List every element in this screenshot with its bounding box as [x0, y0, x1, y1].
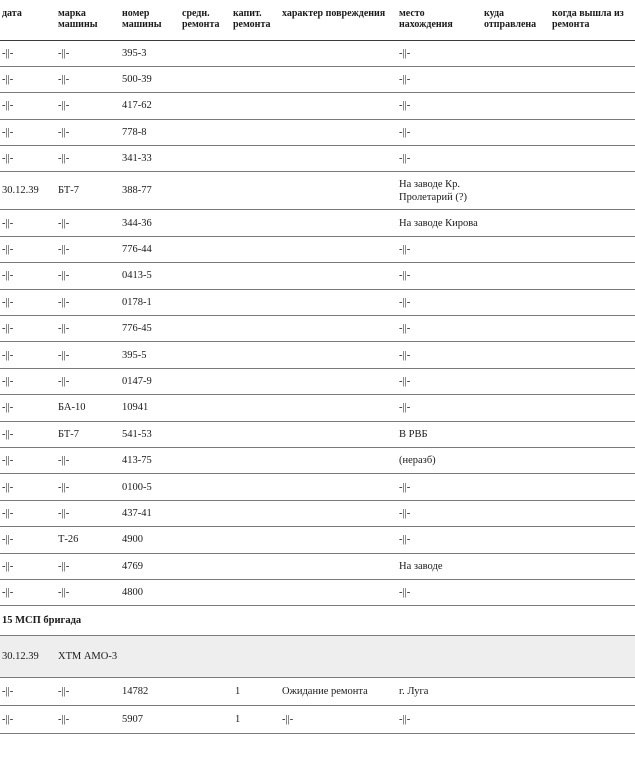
cell-location: г. Луга	[397, 678, 482, 706]
cell-medium	[180, 500, 231, 526]
cell-brand: -||-	[56, 316, 120, 342]
cell-capital	[231, 474, 280, 500]
cell-released	[550, 289, 635, 315]
cell-sent	[482, 93, 550, 119]
cell-brand: -||-	[56, 236, 120, 262]
cell-capital	[231, 146, 280, 172]
cell-location: -||-	[397, 146, 482, 172]
cell-brand: -||-	[56, 119, 120, 145]
cell-sent	[482, 210, 550, 236]
cell-damage	[280, 447, 397, 473]
cell-brand: БТ-7	[56, 421, 120, 447]
header-brand: марка машины	[56, 6, 120, 40]
cell-released	[550, 368, 635, 394]
cell-location: -||-	[397, 119, 482, 145]
cell-brand: -||-	[56, 706, 120, 734]
cell-medium	[180, 289, 231, 315]
cell-released	[550, 146, 635, 172]
cell-medium	[180, 421, 231, 447]
cell-number: 4900	[120, 527, 180, 553]
cell-released	[550, 527, 635, 553]
cell-location: На заводе Кирова	[397, 210, 482, 236]
header-damage: характер повреждения	[280, 6, 397, 40]
cell-medium	[180, 66, 231, 92]
cell-damage: Ожидание ремонта	[280, 678, 397, 706]
cell-sent	[482, 236, 550, 262]
cell-number: 417-62	[120, 93, 180, 119]
header-number: номер машины	[120, 6, 180, 40]
cell-sent	[482, 636, 550, 678]
cell-brand: -||-	[56, 368, 120, 394]
cell-released	[550, 210, 635, 236]
cell-brand: -||-	[56, 553, 120, 579]
cell-date: -||-	[0, 579, 56, 605]
table-row	[0, 678, 635, 706]
cell-date: 30.12.39	[0, 172, 56, 210]
cell-capital	[231, 289, 280, 315]
cell-medium	[180, 636, 231, 678]
cell-damage	[280, 368, 397, 394]
cell-number: 500-39	[120, 66, 180, 92]
cell-brand: -||-	[56, 93, 120, 119]
cell-sent	[482, 368, 550, 394]
cell-released	[550, 66, 635, 92]
cell-number	[120, 636, 180, 678]
cell-damage	[280, 119, 397, 145]
cell-damage	[280, 66, 397, 92]
cell-capital	[231, 119, 280, 145]
header-location: место нахождения	[397, 6, 482, 40]
cell-sent	[482, 706, 550, 734]
cell-location: На заводе Кр. Пролетарий (?)	[397, 172, 482, 210]
cell-capital	[231, 263, 280, 289]
cell-brand: ХТМ АМО-3	[56, 636, 120, 678]
cell-date: -||-	[0, 316, 56, 342]
table-row	[0, 119, 635, 145]
cell-number: 395-5	[120, 342, 180, 368]
cell-capital	[231, 500, 280, 526]
cell-released	[550, 263, 635, 289]
table-row	[0, 236, 635, 262]
cell-medium	[180, 119, 231, 145]
cell-medium	[180, 236, 231, 262]
cell-damage	[280, 342, 397, 368]
cell-date: -||-	[0, 236, 56, 262]
cell-date: -||-	[0, 40, 56, 66]
cell-number: 14782	[120, 678, 180, 706]
cell-damage	[280, 395, 397, 421]
cell-damage	[280, 500, 397, 526]
section-heading-row	[0, 606, 635, 636]
cell-medium	[180, 527, 231, 553]
cell-date: -||-	[0, 678, 56, 706]
table-row	[0, 172, 635, 210]
cell-sent	[482, 500, 550, 526]
table-row	[0, 500, 635, 526]
cell-brand: -||-	[56, 342, 120, 368]
cell-capital	[231, 553, 280, 579]
cell-number: 778-8	[120, 119, 180, 145]
cell-medium	[180, 706, 231, 734]
cell-damage	[280, 579, 397, 605]
table-row	[0, 210, 635, 236]
cell-date: -||-	[0, 289, 56, 315]
cell-sent	[482, 553, 550, 579]
cell-number: 4769	[120, 553, 180, 579]
cell-brand: -||-	[56, 474, 120, 500]
cell-number: 4800	[120, 579, 180, 605]
cell-sent	[482, 527, 550, 553]
cell-medium	[180, 553, 231, 579]
cell-brand: БТ-7	[56, 172, 120, 210]
table-row	[0, 527, 635, 553]
cell-brand: БА-10	[56, 395, 120, 421]
cell-medium	[180, 395, 231, 421]
cell-brand: Т-26	[56, 527, 120, 553]
cell-location: В РВБ	[397, 421, 482, 447]
cell-capital	[231, 40, 280, 66]
cell-number: 541-53	[120, 421, 180, 447]
cell-sent	[482, 119, 550, 145]
cell-number: 341-33	[120, 146, 180, 172]
cell-sent	[482, 395, 550, 421]
cell-released	[550, 119, 635, 145]
cell-date: -||-	[0, 146, 56, 172]
cell-capital	[231, 66, 280, 92]
cell-number: 0100-5	[120, 474, 180, 500]
repair-register-table	[0, 6, 635, 734]
cell-capital	[231, 236, 280, 262]
cell-released	[550, 93, 635, 119]
table-row	[0, 146, 635, 172]
cell-damage	[280, 289, 397, 315]
cell-damage	[280, 40, 397, 66]
cell-medium	[180, 447, 231, 473]
cell-brand: -||-	[56, 263, 120, 289]
cell-brand: -||-	[56, 289, 120, 315]
cell-medium	[180, 579, 231, 605]
cell-brand: -||-	[56, 146, 120, 172]
cell-date: -||-	[0, 447, 56, 473]
cell-medium	[180, 678, 231, 706]
cell-sent	[482, 263, 550, 289]
cell-medium	[180, 40, 231, 66]
cell-medium	[180, 263, 231, 289]
cell-location: -||-	[397, 368, 482, 394]
header-medium-repair: средн. ремонта	[180, 6, 231, 40]
cell-damage	[280, 172, 397, 210]
cell-date: -||-	[0, 553, 56, 579]
cell-sent	[482, 289, 550, 315]
cell-damage	[280, 527, 397, 553]
cell-number: 776-45	[120, 316, 180, 342]
cell-released	[550, 316, 635, 342]
cell-released	[550, 342, 635, 368]
table-row	[0, 636, 635, 678]
cell-released	[550, 474, 635, 500]
cell-sent	[482, 421, 550, 447]
cell-damage	[280, 636, 397, 678]
cell-damage	[280, 263, 397, 289]
cell-date: -||-	[0, 421, 56, 447]
header-capital-repair: капит. ремонта	[231, 6, 280, 40]
cell-sent	[482, 474, 550, 500]
cell-date: -||-	[0, 395, 56, 421]
cell-location: -||-	[397, 706, 482, 734]
table-row	[0, 40, 635, 66]
cell-date: -||-	[0, 66, 56, 92]
cell-released	[550, 636, 635, 678]
cell-number: 388-77	[120, 172, 180, 210]
cell-sent	[482, 342, 550, 368]
cell-damage	[280, 236, 397, 262]
cell-damage: -||-	[280, 706, 397, 734]
table-row	[0, 474, 635, 500]
cell-location	[397, 636, 482, 678]
cell-damage	[280, 93, 397, 119]
cell-date: -||-	[0, 474, 56, 500]
cell-damage	[280, 316, 397, 342]
cell-capital	[231, 527, 280, 553]
cell-date: -||-	[0, 500, 56, 526]
cell-location: -||-	[397, 474, 482, 500]
cell-sent	[482, 146, 550, 172]
header-row	[0, 6, 635, 40]
table-row	[0, 553, 635, 579]
cell-number: 0178-1	[120, 289, 180, 315]
cell-brand: -||-	[56, 579, 120, 605]
cell-sent	[482, 172, 550, 210]
cell-date: -||-	[0, 368, 56, 394]
cell-capital	[231, 636, 280, 678]
section-title: 15 МСП бригада	[0, 606, 635, 636]
cell-capital	[231, 210, 280, 236]
cell-date: -||-	[0, 93, 56, 119]
cell-capital	[231, 447, 280, 473]
cell-brand: -||-	[56, 447, 120, 473]
cell-damage	[280, 421, 397, 447]
cell-medium	[180, 93, 231, 119]
cell-location: -||-	[397, 316, 482, 342]
cell-capital	[231, 342, 280, 368]
cell-number: 10941	[120, 395, 180, 421]
cell-released	[550, 40, 635, 66]
cell-medium	[180, 146, 231, 172]
cell-date: 30.12.39	[0, 636, 56, 678]
cell-medium	[180, 368, 231, 394]
cell-number: 0147-9	[120, 368, 180, 394]
cell-medium	[180, 316, 231, 342]
table-row	[0, 421, 635, 447]
cell-location: -||-	[397, 527, 482, 553]
cell-capital	[231, 421, 280, 447]
cell-brand: -||-	[56, 500, 120, 526]
cell-date: -||-	[0, 342, 56, 368]
cell-capital	[231, 316, 280, 342]
cell-sent	[482, 447, 550, 473]
table-body	[0, 40, 635, 734]
cell-location: -||-	[397, 66, 482, 92]
cell-location: -||-	[397, 500, 482, 526]
cell-number: 0413-5	[120, 263, 180, 289]
header-released: когда вышла из ремонта	[550, 6, 635, 40]
cell-capital	[231, 395, 280, 421]
cell-capital: 1	[231, 678, 280, 706]
table-row	[0, 316, 635, 342]
table-row	[0, 66, 635, 92]
cell-brand: -||-	[56, 40, 120, 66]
table-row	[0, 579, 635, 605]
cell-released	[550, 172, 635, 210]
cell-released	[550, 447, 635, 473]
cell-capital	[231, 93, 280, 119]
cell-brand: -||-	[56, 678, 120, 706]
table-row	[0, 447, 635, 473]
cell-damage	[280, 474, 397, 500]
cell-released	[550, 395, 635, 421]
cell-location: -||-	[397, 236, 482, 262]
cell-location: -||-	[397, 40, 482, 66]
table-row	[0, 289, 635, 315]
table-row	[0, 342, 635, 368]
cell-damage	[280, 210, 397, 236]
cell-location: -||-	[397, 579, 482, 605]
cell-brand: -||-	[56, 210, 120, 236]
cell-sent	[482, 579, 550, 605]
cell-date: -||-	[0, 263, 56, 289]
cell-capital: 1	[231, 706, 280, 734]
table-row	[0, 263, 635, 289]
cell-released	[550, 236, 635, 262]
cell-medium	[180, 210, 231, 236]
table-row	[0, 93, 635, 119]
cell-date: -||-	[0, 210, 56, 236]
cell-medium	[180, 474, 231, 500]
cell-location: -||-	[397, 342, 482, 368]
cell-date: -||-	[0, 119, 56, 145]
table-row	[0, 706, 635, 734]
cell-damage	[280, 146, 397, 172]
cell-released	[550, 421, 635, 447]
cell-location: (неразб)	[397, 447, 482, 473]
cell-released	[550, 579, 635, 605]
cell-number: 413-75	[120, 447, 180, 473]
cell-number: 344-36	[120, 210, 180, 236]
cell-capital	[231, 579, 280, 605]
cell-location: -||-	[397, 263, 482, 289]
header-sent-to: куда отправлена	[482, 6, 550, 40]
cell-sent	[482, 40, 550, 66]
cell-location: На заводе	[397, 553, 482, 579]
cell-capital	[231, 368, 280, 394]
cell-number: 395-3	[120, 40, 180, 66]
cell-location: -||-	[397, 289, 482, 315]
cell-sent	[482, 66, 550, 92]
header-date: дата	[0, 6, 56, 40]
cell-date: -||-	[0, 527, 56, 553]
cell-number: 437-41	[120, 500, 180, 526]
table-row	[0, 395, 635, 421]
table-row	[0, 368, 635, 394]
cell-number: 776-44	[120, 236, 180, 262]
cell-number: 5907	[120, 706, 180, 734]
cell-brand: -||-	[56, 66, 120, 92]
cell-damage	[280, 553, 397, 579]
cell-capital	[231, 172, 280, 210]
cell-released	[550, 678, 635, 706]
cell-sent	[482, 678, 550, 706]
cell-location: -||-	[397, 93, 482, 119]
cell-medium	[180, 342, 231, 368]
cell-released	[550, 500, 635, 526]
cell-location: -||-	[397, 395, 482, 421]
cell-date: -||-	[0, 706, 56, 734]
cell-released	[550, 553, 635, 579]
cell-sent	[482, 316, 550, 342]
cell-released	[550, 706, 635, 734]
cell-medium	[180, 172, 231, 210]
